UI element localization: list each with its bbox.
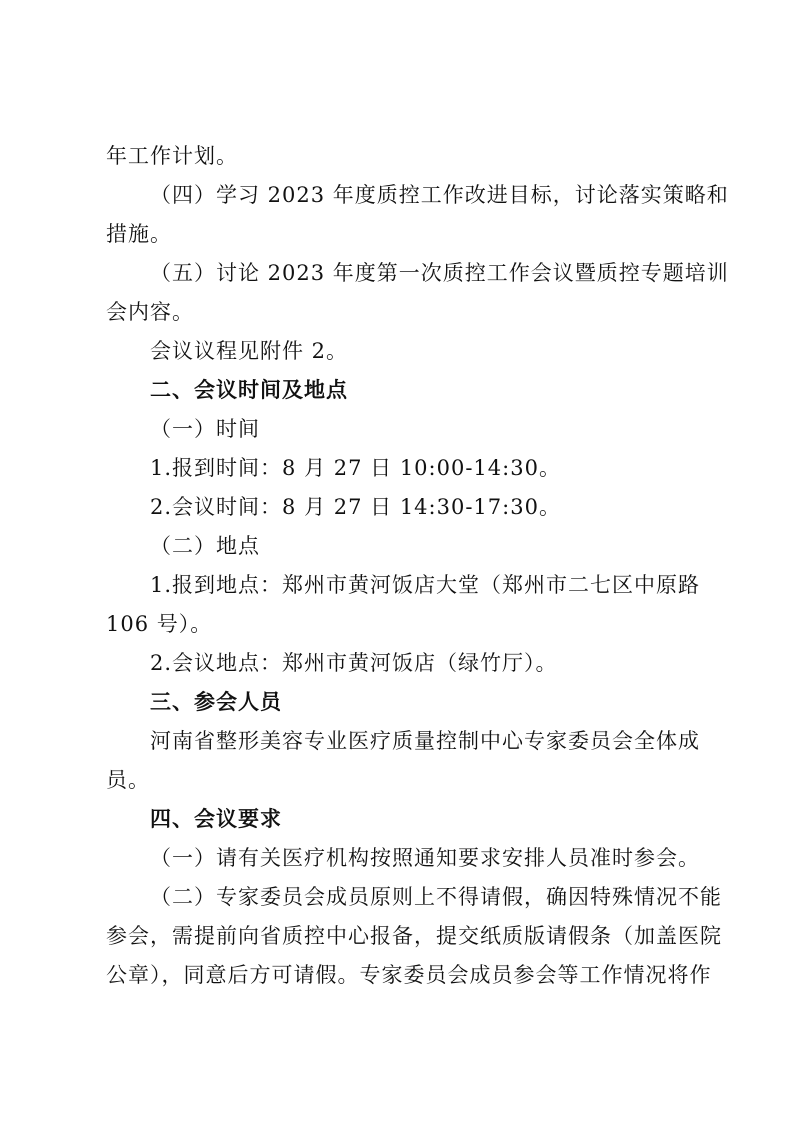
body-text-line: （四）学习 2023 年度质控工作改进目标，讨论落实策略和 bbox=[150, 183, 729, 207]
body-text-line: 年工作计划。 bbox=[106, 144, 238, 168]
body-text-line: 河南省整形美容专业医疗质量控制中心专家委员会全体成 bbox=[150, 729, 700, 753]
body-text-line: 措施。 bbox=[106, 222, 172, 246]
section-heading: 二、会议时间及地点 bbox=[150, 378, 348, 402]
body-text-line: 1.报到地点：郑州市黄河饭店大堂（郑州市二七区中原路 bbox=[150, 573, 701, 597]
body-text-line: 106 号）。 bbox=[106, 612, 213, 636]
subsection-heading: （二）地点 bbox=[150, 534, 260, 558]
body-text-line: （一）请有关医疗机构按照通知要求安排人员准时参会。 bbox=[150, 846, 700, 870]
body-text-line: 2.会议地点：郑州市黄河饭店（绿竹厅）。 bbox=[150, 651, 558, 675]
body-text-line: （五）讨论 2023 年度第一次质控工作会议暨质控专题培训 bbox=[150, 261, 729, 285]
body-text-line: 会内容。 bbox=[106, 300, 194, 324]
body-text-line: 2.会议时间：8 月 27 日 14:30-17:30。 bbox=[150, 495, 561, 519]
body-text-line: （二）专家委员会成员原则上不得请假，确因特殊情况不能 bbox=[150, 885, 722, 909]
body-text-line: 会议议程见附件 2。 bbox=[150, 339, 349, 363]
body-text-line: 员。 bbox=[106, 768, 150, 792]
body-text-line: 公章），同意后方可请假。专家委员会成员参会等工作情况将作 bbox=[106, 963, 712, 987]
body-text-line: 参会，需提前向省质控中心报备，提交纸质版请假条（加盖医院 bbox=[106, 924, 722, 948]
body-text-line: 1.报到时间：8 月 27 日 10:00-14:30。 bbox=[150, 456, 561, 480]
subsection-heading: （一）时间 bbox=[150, 417, 260, 441]
section-heading: 三、参会人员 bbox=[150, 690, 282, 714]
section-heading: 四、会议要求 bbox=[150, 807, 282, 831]
